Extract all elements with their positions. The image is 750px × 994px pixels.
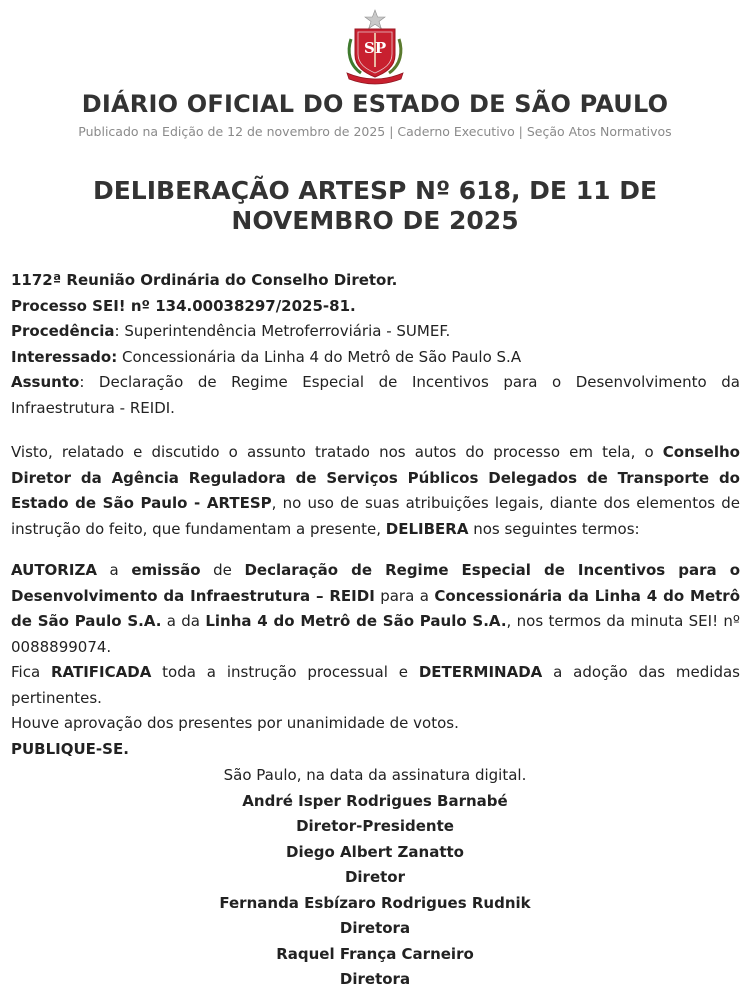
- visto-bold-2: DELIBERA: [385, 519, 469, 538]
- autoriza-text-2: de: [200, 561, 245, 579]
- ratifica-text-2: toda a instrução processual e: [151, 663, 419, 681]
- procedencia-value: : Superintendência Metroferroviária - SUMEF.: [114, 322, 451, 340]
- interessado-line: [11, 345, 740, 371]
- autoriza-text-1: a: [96, 561, 132, 579]
- autoriza-bold-1: AUTORIZA: [11, 561, 97, 579]
- autoriza-bold-4: Concessionária da Linha 4 do Metrô de São Paulo S.A.: [11, 586, 741, 630]
- procedencia-label: Procedência: [11, 322, 115, 340]
- visto-bold-1: Conselho Diretor da Agência Reguladora de Serviços Públicos Delegados de Transporte do Estado de São Paulo - ARTESP: [11, 443, 740, 512]
- process-line: Processo SEI! nº 134.00038297/2025-81.: [11, 296, 356, 315]
- signer-role: Diretor: [344, 868, 406, 886]
- decision-block: [11, 558, 740, 762]
- autoriza-bold-3: Declaração de Regime Especial de Incentivos para o Desenvolvimento da Infraestrutura – REIDI: [11, 561, 741, 605]
- autoriza-text-4: a da: [161, 612, 206, 630]
- signer-name: André Isper Rodrigues Barnabé: [242, 791, 508, 810]
- visto-text-3: nos seguintes termos:: [468, 519, 640, 538]
- visto-paragraph-block: [11, 440, 740, 542]
- autoriza-text-5: , nos termos da minuta SEI! nº 0088899074.: [11, 612, 740, 656]
- visto-text-1: Visto, relatado e discutido o assunto tratado nos autos do processo em tela, o: [11, 443, 663, 461]
- autoriza-bold-5: Linha 4 do Metrô de São Paulo S.A.: [205, 612, 507, 630]
- autoriza-paragraph: [11, 558, 740, 660]
- assunto-value: : Declaração de Regime Especial de Incentivos para o Desenvolvimento da Infraestrutura - REIDI.: [11, 373, 740, 417]
- ratifica-text-3: a adoção das medidas pertinentes.: [11, 663, 740, 707]
- autoriza-text-3: para a: [374, 586, 435, 605]
- signer-role: Diretora: [339, 919, 411, 937]
- masthead-subtitle: Publicado na Edição de 12 de novembro de 2025 | Caderno Executivo | Seção Atos Normativos: [78, 124, 672, 139]
- sao-paulo-coat-of-arms-icon: [341, 9, 409, 85]
- interessado-label: Interessado:: [11, 347, 118, 366]
- place-date: São Paulo, na data da assinatura digital.: [223, 766, 527, 784]
- meeting-line: 1172ª Reunião Ordinária do Conselho Diretor.: [11, 271, 398, 289]
- signer-role: Diretor-Presidente: [296, 817, 454, 835]
- document-title: DELIBERAÇÃO ARTESP Nº 618, DE 11 DE NOVEMBRO DE 2025: [92, 176, 658, 235]
- assunto-label: Assunto: [11, 373, 80, 391]
- signer-name: Raquel França Carneiro: [276, 944, 474, 963]
- procedencia-line: [11, 319, 740, 345]
- autoriza-bold-2: emissão: [131, 561, 201, 579]
- ratifica-bold-2: DETERMINADA: [418, 663, 543, 681]
- ratifica-paragraph: [11, 660, 740, 711]
- ratifica-bold-1: RATIFICADA: [51, 663, 152, 681]
- seal-initials: SP: [364, 39, 387, 57]
- signer-name: Fernanda Esbízaro Rodrigues Rudnik: [219, 893, 531, 912]
- document-header-block: [11, 268, 740, 421]
- aprovacao-line: Houve aprovação dos presentes por unanimidade de votos.: [11, 714, 459, 732]
- assunto-line: [11, 370, 740, 421]
- masthead-title: DIÁRIO OFICIAL DO ESTADO DE SÃO PAULO: [81, 90, 669, 118]
- signature-block: [0, 763, 750, 993]
- signer-role: Diretora: [339, 970, 411, 988]
- ratifica-text-1: Fica: [11, 663, 51, 681]
- publique-line: PUBLIQUE-SE.: [11, 739, 129, 758]
- signer-name: Diego Albert Zanatto: [286, 842, 464, 861]
- visto-paragraph: [11, 440, 740, 542]
- interessado-value: Concessionária da Linha 4 do Metrô de São Paulo S.A: [117, 347, 522, 366]
- visto-text-2: , no uso de suas atribuições legais, diante dos elementos de instrução do feito, que fundamentam a presente,: [11, 494, 740, 538]
